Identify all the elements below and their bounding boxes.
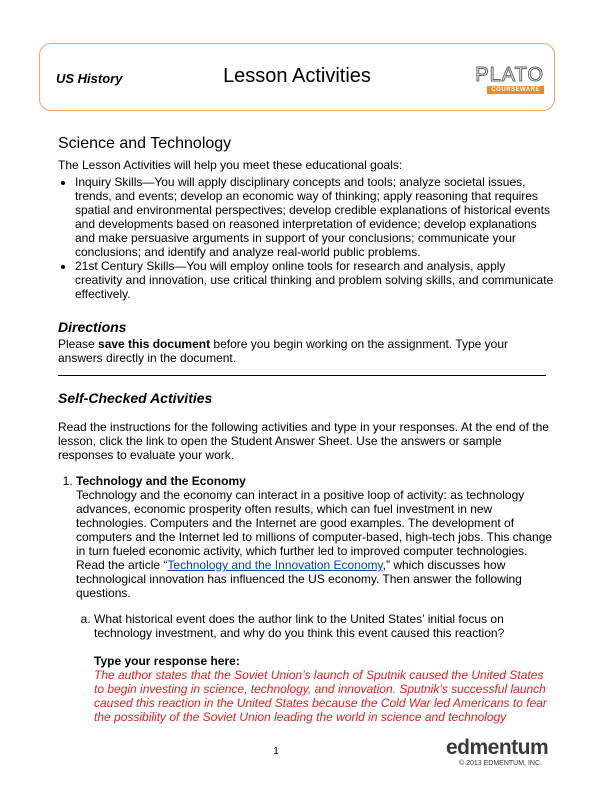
plato-logo-word: PLATO [475, 64, 544, 86]
copyright-notice: © 2013 EDMENTUM, INC. [459, 760, 542, 767]
self-checked-heading: Self-Checked Activities [58, 390, 213, 406]
activity-body: Technology and the economy can interact in a positive loop of activity: as technology advances, economic prosperity often results, which can fuel investment in new technologies. Computers and the Internet are good examples. The development of computers and the Internet led to millions of computer-based, high-tech jobs. This change in turn fueled economic activity, which further led to improved computer technologies. Read the article “Technology and the Innovation Economy,” which discusses how technological innovation has influenced the US economy. Then answer the following questions. [76, 488, 553, 600]
directions-emphasis: save this document [98, 337, 211, 351]
activity-title: 1. Technology and the Economy [76, 474, 246, 488]
section-title: Science and Technology [58, 135, 232, 152]
page-number: 1 [273, 746, 279, 757]
questions-list [76, 612, 554, 724]
response-label: Type your response here: [94, 654, 240, 668]
edmentum-logo: edmentum [446, 736, 549, 759]
self-checked-intro: Read the instructions for the following activities and type in your responses. At the end of the lesson, click the link to open the Student Answer Sheet. Use the answers or sample responses to evaluate your work. [58, 420, 549, 462]
plato-logo-subtitle: COURSEWARE [487, 86, 544, 94]
goal-item: • Inquiry Skills—You will apply disciplinary concepts and tools; analyze societal issues, trends, and events; develop an economic way of thinking; apply reasoning that requires spatial and environmental perspectives; develop credible explanations of historical events and developments based on reasoned interpretation of evidence; develop explanations and make persuasive arguments in support of your conclusions; communicate your conclusions; and identify and analyze real-world public problems. [75, 175, 554, 259]
goals-list [58, 175, 554, 301]
section-intro: The Lesson Activities will help you meet these educational goals: [58, 158, 403, 172]
course-name: US History [56, 71, 123, 86]
document-header [39, 43, 555, 111]
activities-list [58, 474, 554, 724]
document-title: Lesson Activities [223, 65, 371, 87]
goal-item: • 21st Century Skills—You will employ online tools for research and analysis, apply creativity and innovation, use critical thinking and problem solving skills, and communicate effectively. [75, 259, 554, 301]
article-link[interactable]: Technology and the Innovation Economy [167, 558, 383, 572]
document-body [58, 135, 554, 724]
directions-heading: Directions [58, 319, 127, 335]
response-field[interactable]: The author states that the Soviet Union’s launch of Sputnik caused the United States to begin investing in science, technology, and innovation. Sputnik’s successful launch caused this reaction in the United States because the Cold War led Americans to fear the possibility of the Soviet Union leading the world in science and technology [94, 668, 547, 724]
question-item [94, 612, 554, 724]
activity-item [76, 474, 554, 724]
plato-logo [450, 64, 550, 94]
directions-text: Please save this document before you begin working on the assignment. Type your answers directly in the document. [58, 337, 509, 365]
question-text: a. What historical event does the author link to the United States’ initial focus on technology investment, and why do you think this event caused this reaction? [94, 612, 505, 640]
